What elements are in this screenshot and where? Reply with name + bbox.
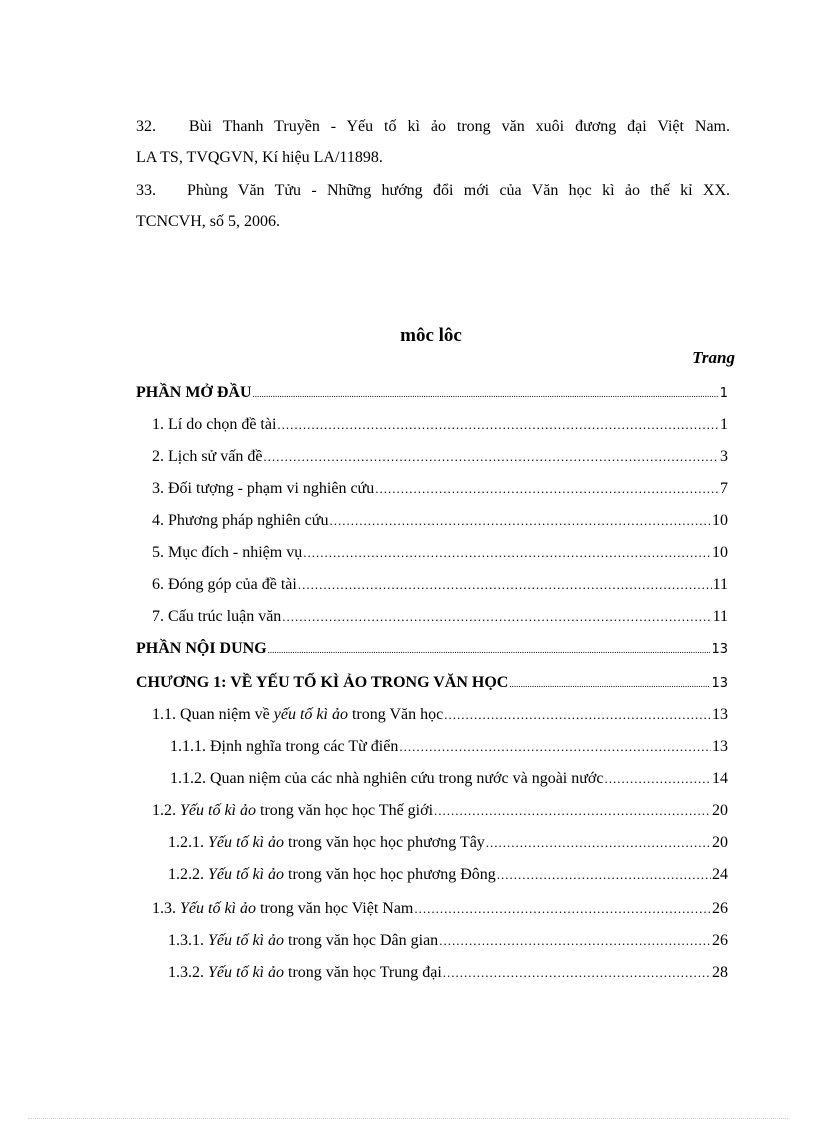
reference-item [136, 111, 730, 173]
toc-entry[interactable] [136, 384, 728, 402]
toc-entry-page: 26 [712, 900, 728, 917]
toc-entry-label: 1.1. Quan niệm về yếu tố kì ảo trong Văn học [152, 706, 444, 723]
toc-page-heading: Trang [692, 348, 735, 367]
reference-item [136, 175, 730, 237]
toc-entry[interactable] [152, 448, 728, 466]
toc-entry[interactable] [152, 900, 728, 918]
toc-entry-label: 1.2.2. Yếu tố kì ảo trong văn học học phương Đông [168, 866, 496, 883]
toc-entry-label: 1.3. Yếu tố kì ảo trong văn học Việt Nam [152, 900, 414, 917]
reference-number: 32. [136, 118, 156, 135]
toc-title: môc lôc [400, 325, 462, 346]
toc-entry-label: PHẦN MỞ ĐẦU [136, 384, 252, 401]
reference-text: Bùi Thanh Truyền - Yếu tố kì ảo trong văn xuôi đương đại Việt Nam. [188, 118, 731, 135]
toc-entry[interactable] [170, 770, 728, 788]
toc-entry-page: 11 [712, 576, 728, 593]
toc-entry-page: 14 [712, 770, 728, 787]
toc-entry-label: 6. Đóng góp của đề tài [152, 576, 297, 593]
toc-entry[interactable] [152, 544, 728, 562]
toc-entry-label: 1.3.1. Yếu tố kì ảo trong văn học Dân gian [168, 932, 439, 949]
toc-entry-label: 4. Phương pháp nghiên cứu [152, 512, 329, 529]
toc-entry[interactable] [168, 866, 728, 884]
toc-entry[interactable] [152, 706, 728, 724]
toc-entry-page: 13 [711, 642, 728, 657]
reference-text-continued: LA TS, TVQGVN, Kí hiệu LA/11898. [136, 149, 383, 166]
toc-entry-page: 1 [719, 386, 728, 401]
toc-entry[interactable] [136, 640, 728, 658]
toc-entry-label: 1. Lí do chọn đề tài [152, 416, 277, 433]
toc-entry-label: 1.2. Yếu tố kì ảo trong văn học học Thế giới [152, 802, 434, 819]
toc-entry-page: 1 [720, 416, 728, 433]
toc-entry-label: PHẦN NỘI DUNG [136, 640, 267, 657]
toc-entry-page: 28 [712, 964, 728, 981]
toc-entry[interactable] [168, 932, 728, 950]
toc-entry-page: 24 [712, 866, 728, 883]
toc-entry-label: 7. Cấu trúc luận văn [152, 608, 282, 625]
toc-entry-page: 20 [712, 802, 728, 819]
toc-entry-label: 5. Mục đích - nhiệm vụ [152, 544, 303, 561]
toc-entry-label: 3. Đối tượng - phạm vi nghiên cứu [152, 480, 375, 497]
toc-entry-label: CHƯƠNG 1: VỀ YẾU TỐ KÌ ẢO TRONG VĂN HỌC [136, 674, 509, 691]
toc-entry-label: 1.1.2. Quan niệm của các nhà nghiên cứu trong nước và ngoài nước [170, 770, 604, 787]
reference-text: Phùng Văn Tửu - Những hướng đổi mới của Văn học kì ảo thế kỉ XX. [186, 182, 730, 199]
toc-entry-page: 11 [712, 608, 728, 625]
toc-entry[interactable] [136, 674, 728, 692]
toc-entry-label: 1.2.1. Yếu tố kì ảo trong văn học học phương Tây [168, 834, 485, 851]
toc-entry-page: 13 [712, 706, 728, 723]
toc-entry[interactable] [168, 834, 728, 852]
reference-text-continued: TCNCVH, số 5, 2006. [136, 213, 281, 230]
toc-entry-page: 13 [712, 738, 728, 755]
toc-entry[interactable] [152, 802, 728, 820]
toc-entry-label: 2. Lịch sử vấn đề [152, 448, 263, 465]
toc-entry-label: 1.1.1. Định nghĩa trong các Từ điển [170, 738, 399, 755]
toc-entry[interactable] [168, 964, 728, 982]
toc-entry-page: 10 [712, 512, 728, 529]
toc-entry[interactable] [170, 738, 728, 756]
toc-entry-page: 20 [712, 834, 728, 851]
toc-entry-page: 10 [712, 544, 728, 561]
toc-entry-page: 13 [711, 676, 728, 691]
reference-number: 33. [136, 182, 156, 199]
page-bottom-rule [28, 1118, 788, 1119]
toc-entry[interactable] [152, 576, 728, 594]
toc-entry[interactable] [152, 608, 728, 626]
toc-entry-page: 3 [720, 448, 728, 465]
toc-entry[interactable] [152, 416, 728, 434]
toc-entry-page: 26 [712, 932, 728, 949]
toc-entry[interactable] [152, 480, 728, 498]
toc-entry[interactable] [152, 512, 728, 530]
toc-entry-page: 7 [720, 480, 728, 497]
toc-entry-label: 1.3.2. Yếu tố kì ảo trong văn học Trung đại [168, 964, 442, 981]
